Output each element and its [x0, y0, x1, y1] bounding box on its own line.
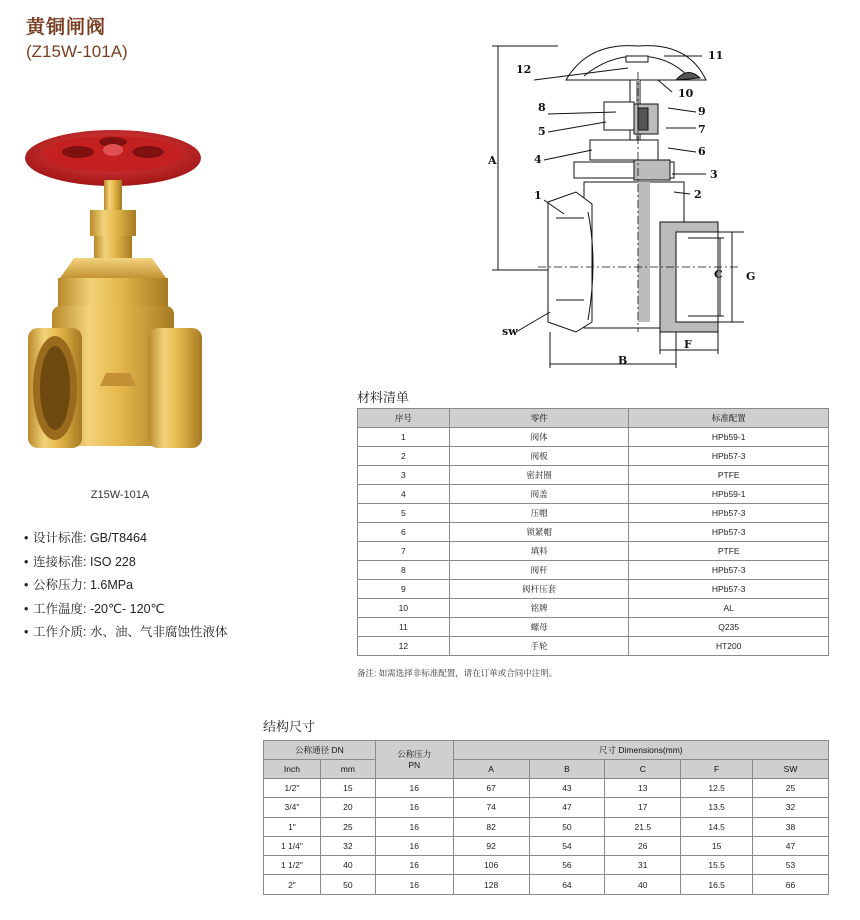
drawing-label: B — [618, 354, 628, 367]
table-cell: 25 — [753, 779, 829, 798]
table-cell: 7 — [358, 542, 450, 561]
table-cell: PTFE — [629, 466, 829, 485]
materials-table — [357, 408, 829, 656]
table-cell: 12 — [358, 637, 450, 656]
column-header: 序号 — [358, 409, 450, 428]
table-cell: 50 — [529, 817, 605, 836]
table-cell: 47 — [753, 836, 829, 855]
drawing-label: 8 — [538, 101, 546, 114]
drawing-label: 12 — [516, 63, 532, 76]
table-cell: 64 — [529, 875, 605, 894]
table-cell: 阀杆 — [449, 561, 629, 580]
table-row — [358, 447, 829, 466]
table-row — [358, 504, 829, 523]
drawing-label: sw — [502, 325, 518, 338]
table-cell: HPb57-3 — [629, 580, 829, 599]
table-cell: 38 — [753, 817, 829, 836]
table-cell: 13 — [605, 779, 681, 798]
table-cell: 9 — [358, 580, 450, 599]
table-cell: 阀板 — [449, 447, 629, 466]
table-cell: 21.5 — [605, 817, 681, 836]
materials-note: 备注: 如需选择非标准配置，请在订单或合同中注明。 — [357, 668, 558, 678]
table-row — [264, 817, 829, 836]
table-cell: 16 — [375, 875, 453, 894]
column-header: 标准配置 — [629, 409, 829, 428]
table-cell: 20 — [320, 798, 375, 817]
table-cell: 12.5 — [681, 779, 753, 798]
table-cell: 16 — [375, 779, 453, 798]
table-cell: 53 — [753, 856, 829, 875]
table-header-row — [358, 409, 829, 428]
table-cell: 16 — [375, 798, 453, 817]
table-cell: 1 1/2" — [264, 856, 321, 875]
table-cell: HPb59-1 — [629, 485, 829, 504]
table-cell: 密封圈 — [449, 466, 629, 485]
table-cell: 106 — [453, 856, 529, 875]
drawing-label: 9 — [698, 105, 706, 118]
table-row — [358, 466, 829, 485]
dimensions-title: 结构尺寸 — [263, 719, 316, 734]
table-cell: 15 — [681, 836, 753, 855]
table-cell: 67 — [453, 779, 529, 798]
drawing-label: 6 — [698, 145, 706, 158]
drawing-label: G — [746, 270, 756, 283]
table-cell: HT200 — [629, 637, 829, 656]
table-row — [358, 637, 829, 656]
drawing-label: 10 — [678, 87, 694, 100]
pn-header: 公称压力 PN — [397, 748, 432, 770]
drawing-label: 4 — [534, 153, 542, 166]
drawing-label: F — [684, 338, 692, 351]
table-cell: 锁紧帽 — [449, 523, 629, 542]
table-cell: 13.5 — [681, 798, 753, 817]
drawing-label: 5 — [538, 125, 546, 138]
spec-list — [24, 527, 227, 645]
table-cell: 1 — [358, 428, 450, 447]
table-cell: 16 — [375, 817, 453, 836]
table-cell: 92 — [453, 836, 529, 855]
drawing-label: 3 — [710, 168, 718, 181]
drawing-label: C — [714, 268, 723, 281]
drawing-label: 11 — [708, 49, 724, 62]
valve-photo — [18, 118, 218, 473]
table-cell: Q235 — [629, 618, 829, 637]
table-cell: 82 — [453, 817, 529, 836]
table-cell: 40 — [605, 875, 681, 894]
table-cell: 3 — [358, 466, 450, 485]
table-row — [358, 580, 829, 599]
column-header: Inch — [264, 760, 321, 779]
column-header: B — [529, 760, 605, 779]
table-cell: 66 — [753, 875, 829, 894]
table-cell: 47 — [529, 798, 605, 817]
table-cell: 螺母 — [449, 618, 629, 637]
table-cell: AL — [629, 599, 829, 618]
materials-title: 材料清单 — [357, 390, 410, 405]
table-header-row — [264, 760, 829, 779]
column-header: mm — [320, 760, 375, 779]
column-header: 零件 — [449, 409, 629, 428]
table-row — [358, 561, 829, 580]
table-cell: 6 — [358, 523, 450, 542]
table-row — [358, 542, 829, 561]
table-cell: 32 — [320, 836, 375, 855]
table-cell: 40 — [320, 856, 375, 875]
column-header: 尺寸 Dimensions(mm) — [453, 741, 828, 760]
column-header: 公称通径 DN — [264, 741, 376, 760]
table-cell: 16.5 — [681, 875, 753, 894]
table-row — [358, 428, 829, 447]
table-cell: HPb59-1 — [629, 428, 829, 447]
table-cell: 1 1/4" — [264, 836, 321, 855]
table-cell: 74 — [453, 798, 529, 817]
drawing-label: 7 — [698, 123, 706, 136]
drawing-label: 2 — [694, 188, 702, 201]
table-cell: HPb57-3 — [629, 561, 829, 580]
table-cell: 54 — [529, 836, 605, 855]
table-cell: 43 — [529, 779, 605, 798]
table-cell: 压帽 — [449, 504, 629, 523]
product-title: 黄铜闸阀 — [26, 17, 107, 38]
table-cell: 31 — [605, 856, 681, 875]
table-cell: 16 — [375, 836, 453, 855]
drawing-label: 1 — [534, 189, 542, 202]
table-row — [358, 618, 829, 637]
table-cell: 50 — [320, 875, 375, 894]
spec-item: • 工作介质: 水、油、气非腐蚀性液体 — [24, 625, 228, 639]
table-row — [358, 599, 829, 618]
spec-item: • 公称压力: 1.6MPa — [24, 578, 134, 592]
spec-item: • 设计标准: GB/T8464 — [24, 531, 147, 545]
table-cell: HPb57-3 — [629, 504, 829, 523]
table-cell: 填料 — [449, 542, 629, 561]
photo-caption: Z15W-101A — [90, 489, 150, 501]
table-cell: 4 — [358, 485, 450, 504]
table-cell: 26 — [605, 836, 681, 855]
table-cell: 25 — [320, 817, 375, 836]
table-cell: 5 — [358, 504, 450, 523]
spec-item: • 工作温度: -20℃- 120℃ — [24, 601, 165, 616]
column-header: SW — [753, 760, 829, 779]
table-cell: 15 — [320, 779, 375, 798]
table-cell: 17 — [605, 798, 681, 817]
table-row — [264, 836, 829, 855]
table-cell: 铭牌 — [449, 599, 629, 618]
table-cell: 128 — [453, 875, 529, 894]
table-cell: 16 — [375, 856, 453, 875]
table-cell: 3/4" — [264, 798, 321, 817]
column-header: A — [453, 760, 529, 779]
column-header: F — [681, 760, 753, 779]
table-cell: 2" — [264, 875, 321, 894]
table-row — [264, 875, 829, 894]
table-row — [358, 485, 829, 504]
table-header-row — [264, 741, 829, 760]
table-cell: PTFE — [629, 542, 829, 561]
table-cell: 阀杆压套 — [449, 580, 629, 599]
table-row — [264, 856, 829, 875]
spec-item: • 连接标准: ISO 228 — [24, 554, 136, 569]
technical-drawing — [488, 32, 788, 372]
table-cell: 1" — [264, 817, 321, 836]
table-cell: 手轮 — [449, 637, 629, 656]
table-row — [358, 523, 829, 542]
table-cell: 阀盖 — [449, 485, 629, 504]
drawing-label: A — [488, 154, 497, 167]
table-cell: HPb57-3 — [629, 447, 829, 466]
table-cell: 15.5 — [681, 856, 753, 875]
table-cell: 10 — [358, 599, 450, 618]
product-model: (Z15W-101A) — [26, 42, 128, 61]
table-cell: 2 — [358, 447, 450, 466]
table-row — [264, 779, 829, 798]
table-cell: 14.5 — [681, 817, 753, 836]
table-cell: 11 — [358, 618, 450, 637]
dimensions-table — [263, 740, 829, 895]
table-cell: 56 — [529, 856, 605, 875]
column-header: C — [605, 760, 681, 779]
table-cell: HPb57-3 — [629, 523, 829, 542]
table-cell: 32 — [753, 798, 829, 817]
table-cell: 1/2" — [264, 779, 321, 798]
table-cell: 阀体 — [449, 428, 629, 447]
table-row — [264, 798, 829, 817]
table-cell: 8 — [358, 561, 450, 580]
column-header — [375, 741, 453, 779]
